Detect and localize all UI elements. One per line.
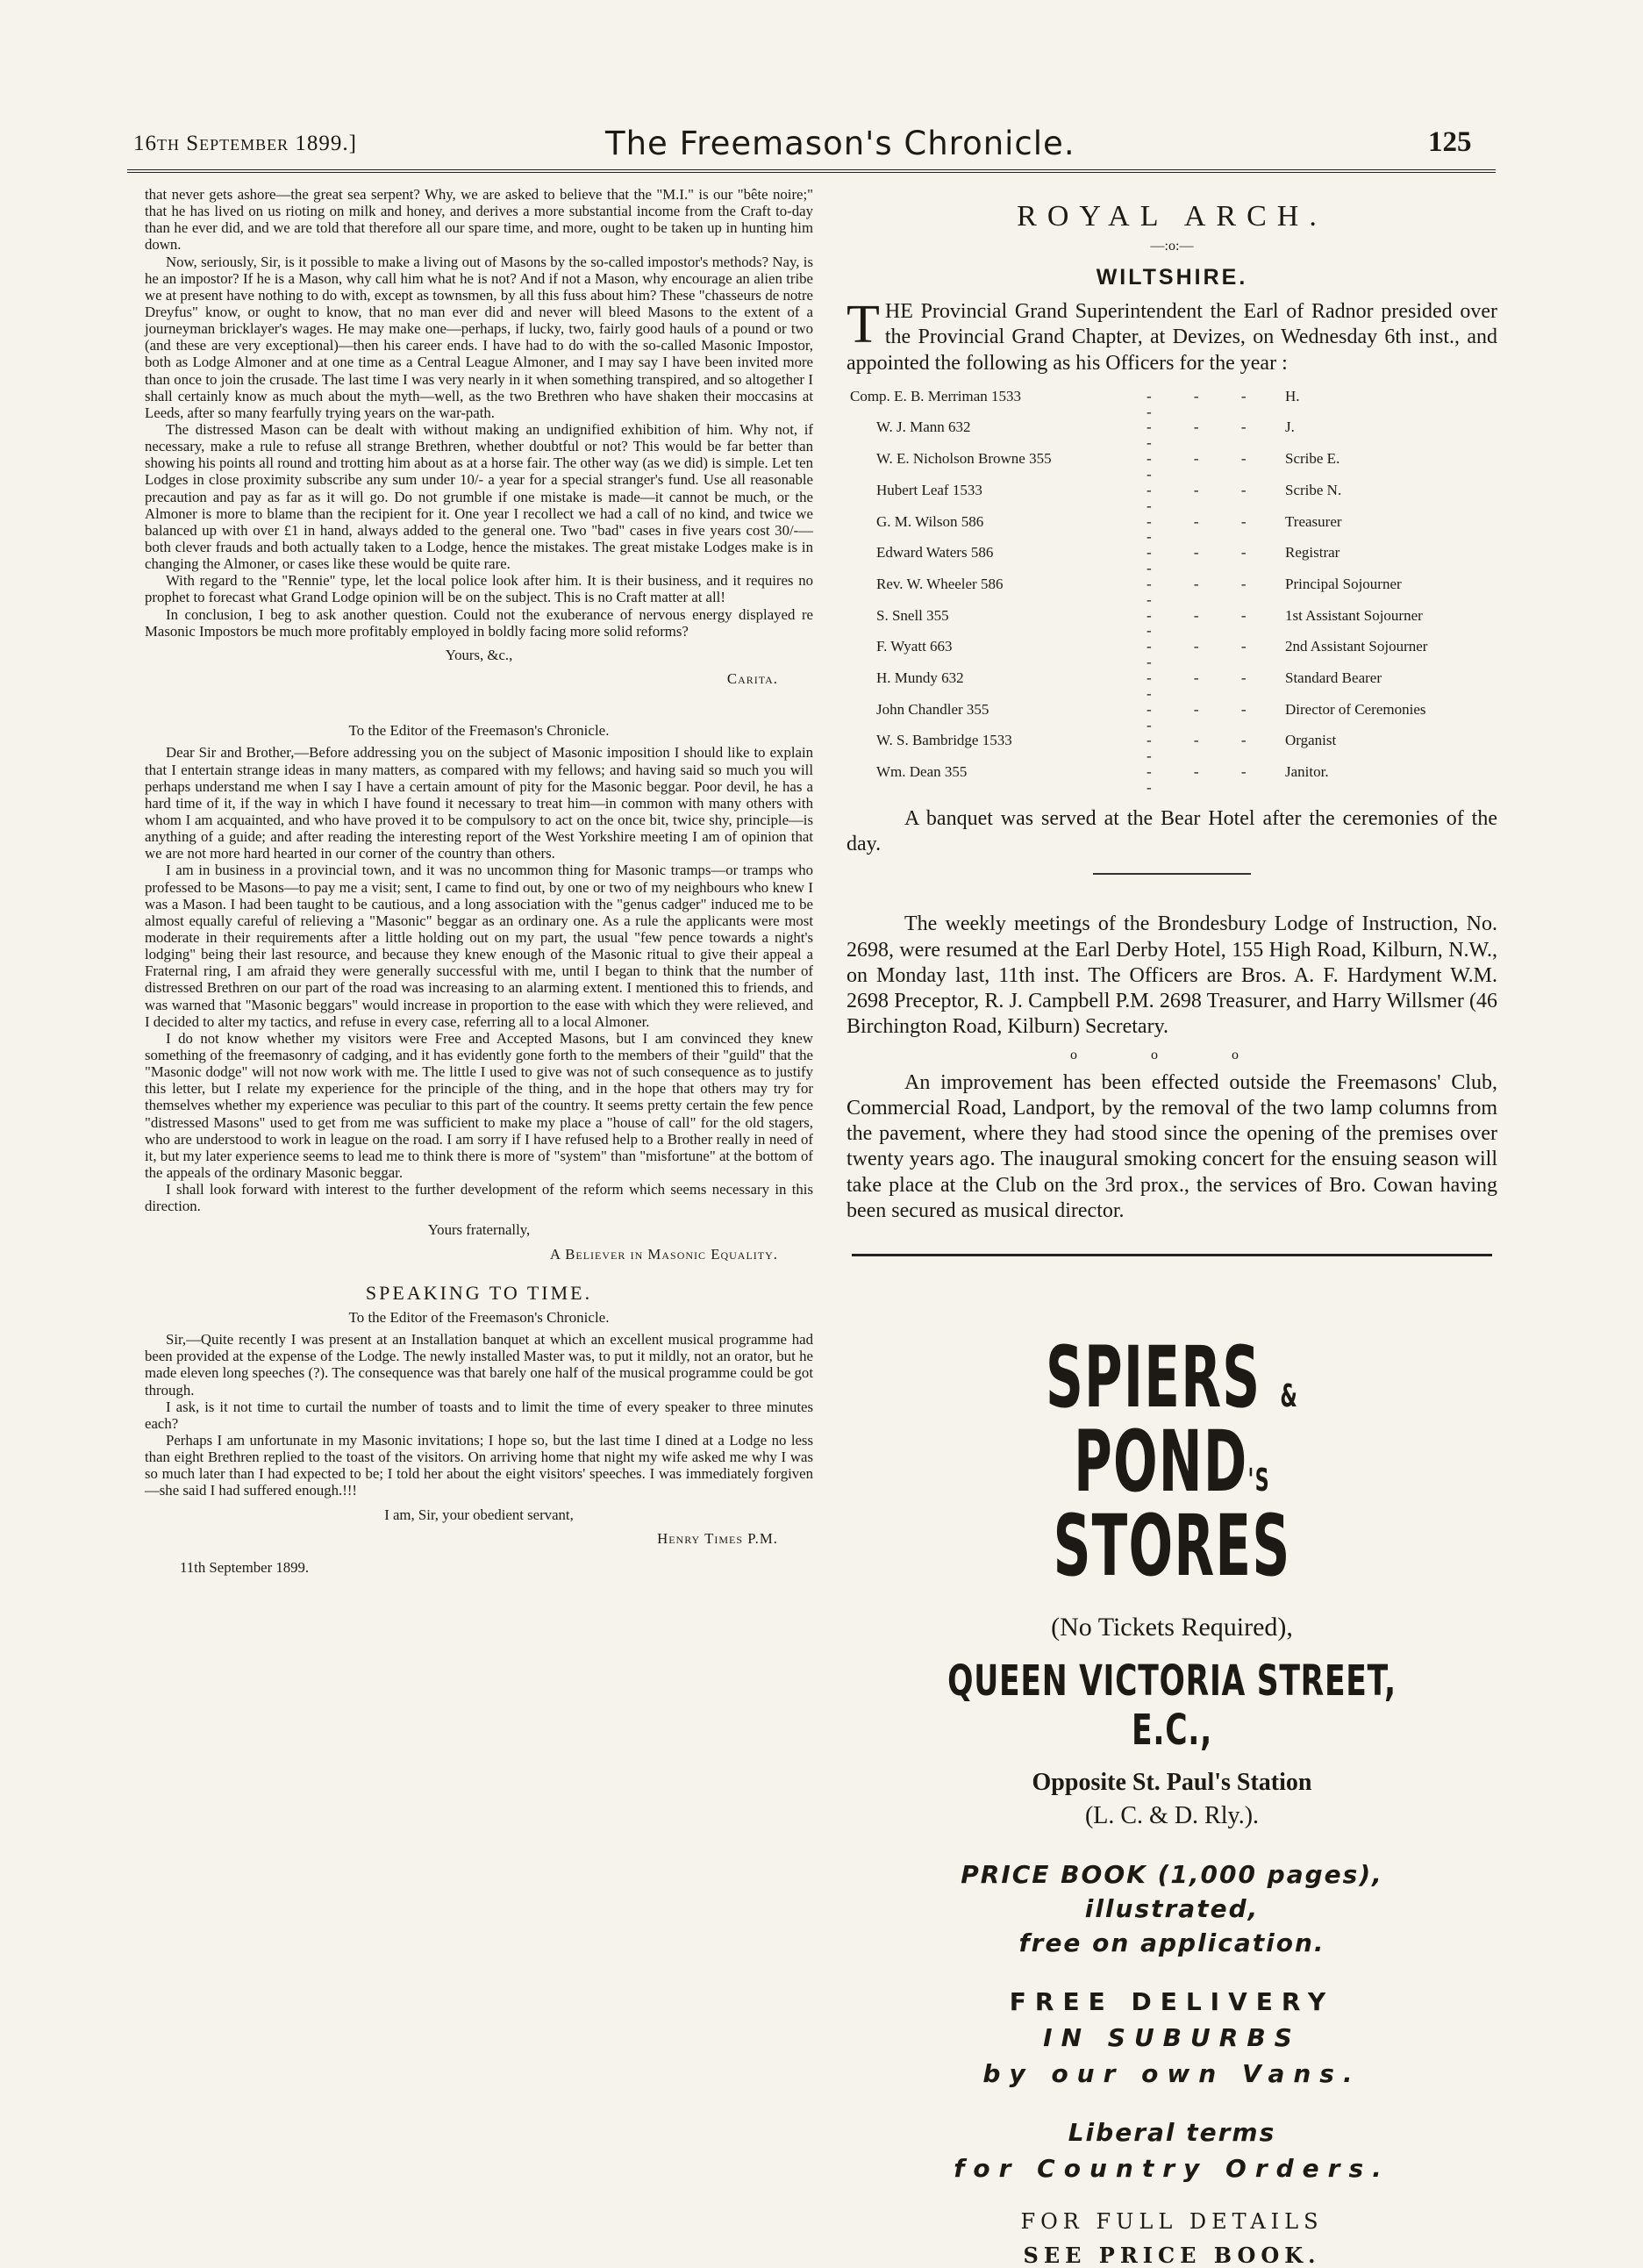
officer-office: Registrar [1285, 544, 1340, 562]
officer-office: Principal Sojourner [1285, 575, 1402, 592]
officer-row [847, 483, 1497, 514]
ad-free-delivery: FREE DELIVERY [1009, 1987, 1335, 2017]
officer-name: Edward Waters 586 [876, 544, 994, 562]
letter-paragraph: I am in business in a provincial town, and it was no uncommon thing for Masonic tramps—or tramps who professed to be Masons—to pay me a visit; sent, I came to find out, by one or two of my neighbours who knew I was a Mason. I had been taught to be cautious, and a long association with the "genus cadger" induced me to be almost equally careful of relieving a "Masonic" beggar as an ordinary one. As a rule the applicants were most moderate in their requirements after a little holding out on my part, the usual "few pence towards a night's lodging" being their last resource, and because they knew enough of the Masonic ritual to give their appeal a Fraternal ring, I am afraid they were generally successful with me, until I began to think that the number of distressed Brethren on our part of the road was increasing to an alarming extent. I mentioned this to friends, and was warned that "Masonic beggars" would increase in proportion to the ease with which they were relieved, and I decided to alter my tactics, and refuse in every case, referring all to a local Almoner. [145, 862, 813, 1030]
leader-dots: - - - - [1147, 512, 1266, 546]
separator: o o o [1070, 1047, 1274, 1062]
officer-name: John Chandler 355 [876, 700, 989, 718]
officer-office: Standard Bearer [1285, 669, 1382, 686]
leader-dots: - - - - [1147, 700, 1266, 733]
ad-railway: (L. C. & D. Rly.). [1084, 1802, 1260, 1830]
leader-dots: - - - - [1147, 606, 1266, 640]
royal-arch-intro-text: HE Provincial Grand Superintendent the Earl of Radnor presided over the Provincial Grand Chapter, at Devizes, on Wednesday 6th inst., and appointed the following as his Officers for the year : [847, 300, 1497, 375]
officer-name: S. Snell 355 [876, 606, 949, 624]
officer-office: Treasurer [1285, 512, 1342, 530]
leader-dots: - - - - [1147, 387, 1266, 420]
letter-paragraph: With regard to the "Rennie" type, let the local police look after him. It is their business, and it requires no prophet to forecast what Grand Lodge opinion will be on the subject. This is no Craft matter at all! [145, 572, 813, 606]
ad-liberal-terms: Liberal terms [1068, 2118, 1276, 2148]
letter-paragraph: I do not know whether my visitors were Free and Accepted Masons, but I am convinced they knew something of the freemasonry of cadging, and it has evidently gone forth to the members of their "guild" that the "Masonic dodge" will not now work with me. The little I used to give was not of such consequence as to justify this letter, but I relate my experience for the principle of the thing, and in the hope that others may try for themselves whether my experience was peculiar to this part of the country. It seems pretty certain the few pence "distressed Masons" used to get from me was sufficient to make my place a "house of call" for the old stagers, who are understood to work in league on the road. I am sorry if I have refused help to a Brother really in need of it, but my later experience seems to lead me to think there is more of "system" than "misfortune" at the bottom of the appeals of the ordinary Masonic beggar. [145, 1029, 813, 1181]
letter-date: 11th September 1899. [180, 1558, 310, 1576]
officer-row [847, 451, 1497, 483]
issue-date: 16th September 1899.] [133, 132, 357, 155]
ad-brand [970, 1328, 1374, 1512]
ad-full-details: FOR FULL DETAILS [1020, 2209, 1324, 2235]
letter-closing: Yours fraternally, [427, 1221, 531, 1239]
leader-dots: - - - - [1147, 481, 1266, 514]
letter-believer [145, 744, 813, 1262]
letter-paragraph: I shall look forward with interest to the further development of the reform which seems necessary in this direction. [145, 1181, 813, 1215]
letter-heading: To the Editor of the Freemason's Chronicle. [348, 1308, 610, 1326]
masthead-title: The Freemason's Chronicle. [605, 125, 1075, 162]
county-heading: WILTSHIRE. [1096, 265, 1248, 290]
officer-name: F. Wyatt 663 [876, 638, 953, 655]
letter-closing: Yours, &c., [445, 646, 513, 663]
officers-table [847, 389, 1497, 796]
ad-brand-possessive: 'S [1247, 1463, 1270, 1499]
letter-paragraph: Sir,—Quite recently I was present at an Installation banquet at which an excellent musical programme had been provided at the expense of the Lodge. The newly installed Master was, to put it mildly, not an orator, but he made eleven long speeches (?). The consequence was that barely one half of the musical programme could be got through. [145, 1331, 813, 1399]
ad-brand-amp: & [1280, 1378, 1299, 1415]
right-column [847, 184, 1497, 2268]
officer-row [847, 608, 1497, 640]
officer-row [847, 702, 1497, 733]
ad-stores: STORES [1053, 1497, 1291, 1596]
officer-name: W. S. Bambridge 1533 [876, 732, 1012, 749]
letter-signature: Henry Times P.M. [657, 1529, 778, 1547]
officer-row [847, 419, 1497, 451]
leader-dots: - - - - [1147, 638, 1266, 671]
officer-row [847, 545, 1497, 576]
ad-illustrated: illustrated, [1084, 1894, 1260, 1924]
officer-office: H. [1285, 387, 1300, 404]
letter-paragraph: In conclusion, I beg to ask another question. Could not the exuberance of nervous energy displayed re Masonic Impostors be much more profitably employed in boldly facing more solid reforms? [145, 605, 813, 640]
letter-paragraph: that never gets ashore—the great sea serpent? Why, we are asked to believe that the "M.I." is our "bête noire;" that he has lived on us rioting on milk and honey, and derives a more substantial income from the Craft to-day than he ever did, and we are told that therefore all our spare time, and more, ought to be taken up in hunting him down. [145, 186, 813, 254]
officer-office: Director of Ceremonies [1285, 700, 1426, 718]
leader-dots: - - - - [1147, 419, 1266, 452]
officer-office: 2nd Assistant Sojourner [1285, 638, 1428, 655]
officer-name: W. J. Mann 632 [876, 419, 971, 436]
letter-paragraph: Now, seriously, Sir, is it possible to make a living out of Masons by the so-called impostor's methods? Nay, is he an impostor? If he is a Mason, why call him what he is not? And if not a Mason, why encourage an alien tribe we at present have nothing to do with, except as townsmen, by all this fuss about him? These "chasseurs de notre Dreyfus" know, or ought to know, that no man ever did and never will bleed Masons to the extent of a journeyman bricklayer's wages. He may make one—perhaps, if lucky, two, fairly good hauls of a pound or two (and these are very exceptional)—then his career ends. I have had to do with the so-called Masonic Impostor, both as Lodge Almoner and at one time as a Central League Almoner, and I may say I have been invited more than once to join the crusade. The last time I was very nearly in it when something transpired, and so altogether I shall certainly know as much about the myth—well, as the two Brethren who have shaken their moccasins at Leeds, after so many fearfully trying years on the war-path. [145, 253, 813, 421]
officer-office: Scribe N. [1285, 481, 1342, 498]
section-title: ROYAL ARCH. [1017, 200, 1327, 233]
letter-closing: I am, Sir, your obedient servant, [384, 1506, 574, 1523]
officer-office: J. [1285, 419, 1295, 436]
letter-paragraph: Perhaps I am unfortunate in my Masonic invitations; I hope so, but the last time I dined at a Lodge no less than eight Brethren replied to the toast of the visitors. On arriving home that night my wife asked me why I was so much later than I had expected to be; I told her about the eight visitors' speeches. I was immediately forgiven—she said I had suffered enough.!!! [145, 1431, 813, 1499]
letter-paragraph: I ask, is it not time to curtail the number of toasts and to limit the time of every speaker to three minutes each? [145, 1398, 813, 1432]
brondesbury-note: The weekly meetings of the Brondesbury Lodge of Instruction, No. 2698, were resumed at the Earl Derby Hotel, 155 High Road, Kilburn, N.W., on Monday last, 11th inst. The Officers are Bros. A. F. Hardyment W.M. 2698 Preceptor, R. J. Campbell P.M. 2698 Treasurer, and Harry Willsmer (46 Birchington Road, Kilburn) Secretary. [847, 912, 1497, 1039]
letter-carita [145, 186, 813, 687]
officer-name: W. E. Nicholson Browne 355 [876, 450, 1052, 468]
advertisement-rule [852, 1254, 1492, 1256]
officer-name: H. Mundy 632 [876, 669, 964, 686]
page-number: 125 [1428, 126, 1472, 158]
officer-row [847, 733, 1497, 764]
ad-free-application: free on application. [1018, 1928, 1325, 1958]
letter-signature: A Believer in Masonic Equality. [549, 1245, 778, 1263]
officer-office: Janitor. [1285, 763, 1329, 781]
letter-heading: To the Editor of the Freemason's Chronicle. [348, 722, 610, 740]
landport-note: An improvement has been effected outside the Freemasons' Club, Commercial Road, Landport, by the removal of the two lamp columns from the pavement, where they had stood since the opening of the premises over twenty years ago. The inaugural smoking concert for the ensuing season will take place at the Club on the 3rd prox., the services of Bro. Cowan having been secured as musical director. [847, 1070, 1497, 1222]
spiers-pond-advertisement [847, 1328, 1497, 2268]
ad-tickets: (No Tickets Required), [1051, 1613, 1293, 1642]
leader-dots: - - - - [1147, 544, 1266, 577]
officer-row [847, 576, 1497, 608]
officer-row [847, 389, 1497, 420]
leader-dots: - - - - [1147, 575, 1266, 608]
officer-row [847, 639, 1497, 670]
leader-dots: - - - - [1147, 669, 1266, 702]
divider [1093, 873, 1251, 875]
officer-name: Hubert Leaf 1533 [876, 481, 982, 498]
leader-dots: - - - - [1147, 732, 1266, 765]
royal-arch-intro [847, 295, 1497, 376]
letter-paragraph: Dear Sir and Brother,—Before addressing you on the subject of Masonic imposition I should like to explain that I entertain strange ideas in many matters, as compared with my fellows; and having said so much you will perhaps understand me when I say I have a certain amount of pity for the Masonic beggar. Poor devil, he has a hard time of it, if the way in which I have found it necessary to treat him—in common with many others with whom I am acquainted, and who have proved it to be compulsory to act on the once bit, twice shy, principle—is anything of a guide; and after reading the interesting report of the West Yorkshire meeting I am of opinion that we are not more hard hearted in our corner of the country than others. [145, 744, 813, 862]
officer-row [847, 670, 1497, 702]
ad-street: QUEEN VICTORIA STREET, E.C., [947, 1656, 1397, 1756]
officer-name: Comp. E. B. Merriman 1533 [850, 387, 1022, 404]
ad-brand-pond: POND [1074, 1413, 1248, 1512]
ad-suburbs: IN SUBURBS [1043, 2023, 1301, 2053]
ad-brand-spiers: SPIERS [1045, 1328, 1261, 1427]
banquet-note: A banquet was served at the Bear Hotel after the ceremonies of the day. [847, 806, 1497, 855]
letter-time [145, 1331, 813, 1576]
officer-name: Wm. Dean 355 [876, 763, 968, 781]
ad-vans: by our own Vans. [982, 2059, 1361, 2089]
header-rule [127, 169, 1496, 173]
ad-opposite: Opposite St. Paul's Station [1032, 1769, 1312, 1797]
letter-paragraph: The distressed Mason can be dealt with without making an undignified exhibition of him. Why not, if necessary, make a rule to refuse all strange Brethren, whether doubtful or not? This would be far better than showing his points all round and trotting him about as at a horse fair. The other way (as we did) is simple. Let ten Lodges in close proximity subscribe any sum under 10/- a year for a special stranger's fund. Use all reasonable precaution and pay as far as it will go. Do not grumble if one mistake is made—it cannot be much, or the Almoner is more to blame than the recipient for it. One year I recollect we had a call of no kind, and twice we balanced up with over £1 in hand, always added to the general one. Two "bad" cases in five years cost 30/-—both clever frauds and both actually taken to a Lodge, hence the mistakes. The great mistake Lodges make is in changing the Almoner, or cases like these would be quite rare. [145, 420, 813, 573]
leader-dots: - - - - [1147, 450, 1266, 483]
ad-price-book: PRICE BOOK (1,000 pages), [961, 1860, 1383, 1890]
officer-name: G. M. Wilson 586 [876, 512, 984, 530]
officer-office: 1st Assistant Sojourner [1285, 606, 1423, 624]
left-column [145, 186, 813, 2204]
officer-office: Scribe E. [1285, 450, 1340, 468]
officer-office: Organist [1285, 732, 1337, 749]
ornament: —:o:— [1150, 239, 1194, 254]
drop-cap: T [847, 295, 880, 354]
officer-row [847, 514, 1497, 546]
section-title: SPEAKING TO TIME. [365, 1281, 593, 1304]
officer-row [847, 764, 1497, 796]
ad-see-price-book: SEE PRICE BOOK. [1023, 2243, 1321, 2268]
ad-country-orders: for Country Orders. [954, 2154, 1390, 2184]
letter-signature: Carita. [726, 669, 778, 687]
officer-name: Rev. W. Wheeler 586 [876, 575, 1004, 592]
leader-dots: - - - - [1147, 763, 1266, 796]
